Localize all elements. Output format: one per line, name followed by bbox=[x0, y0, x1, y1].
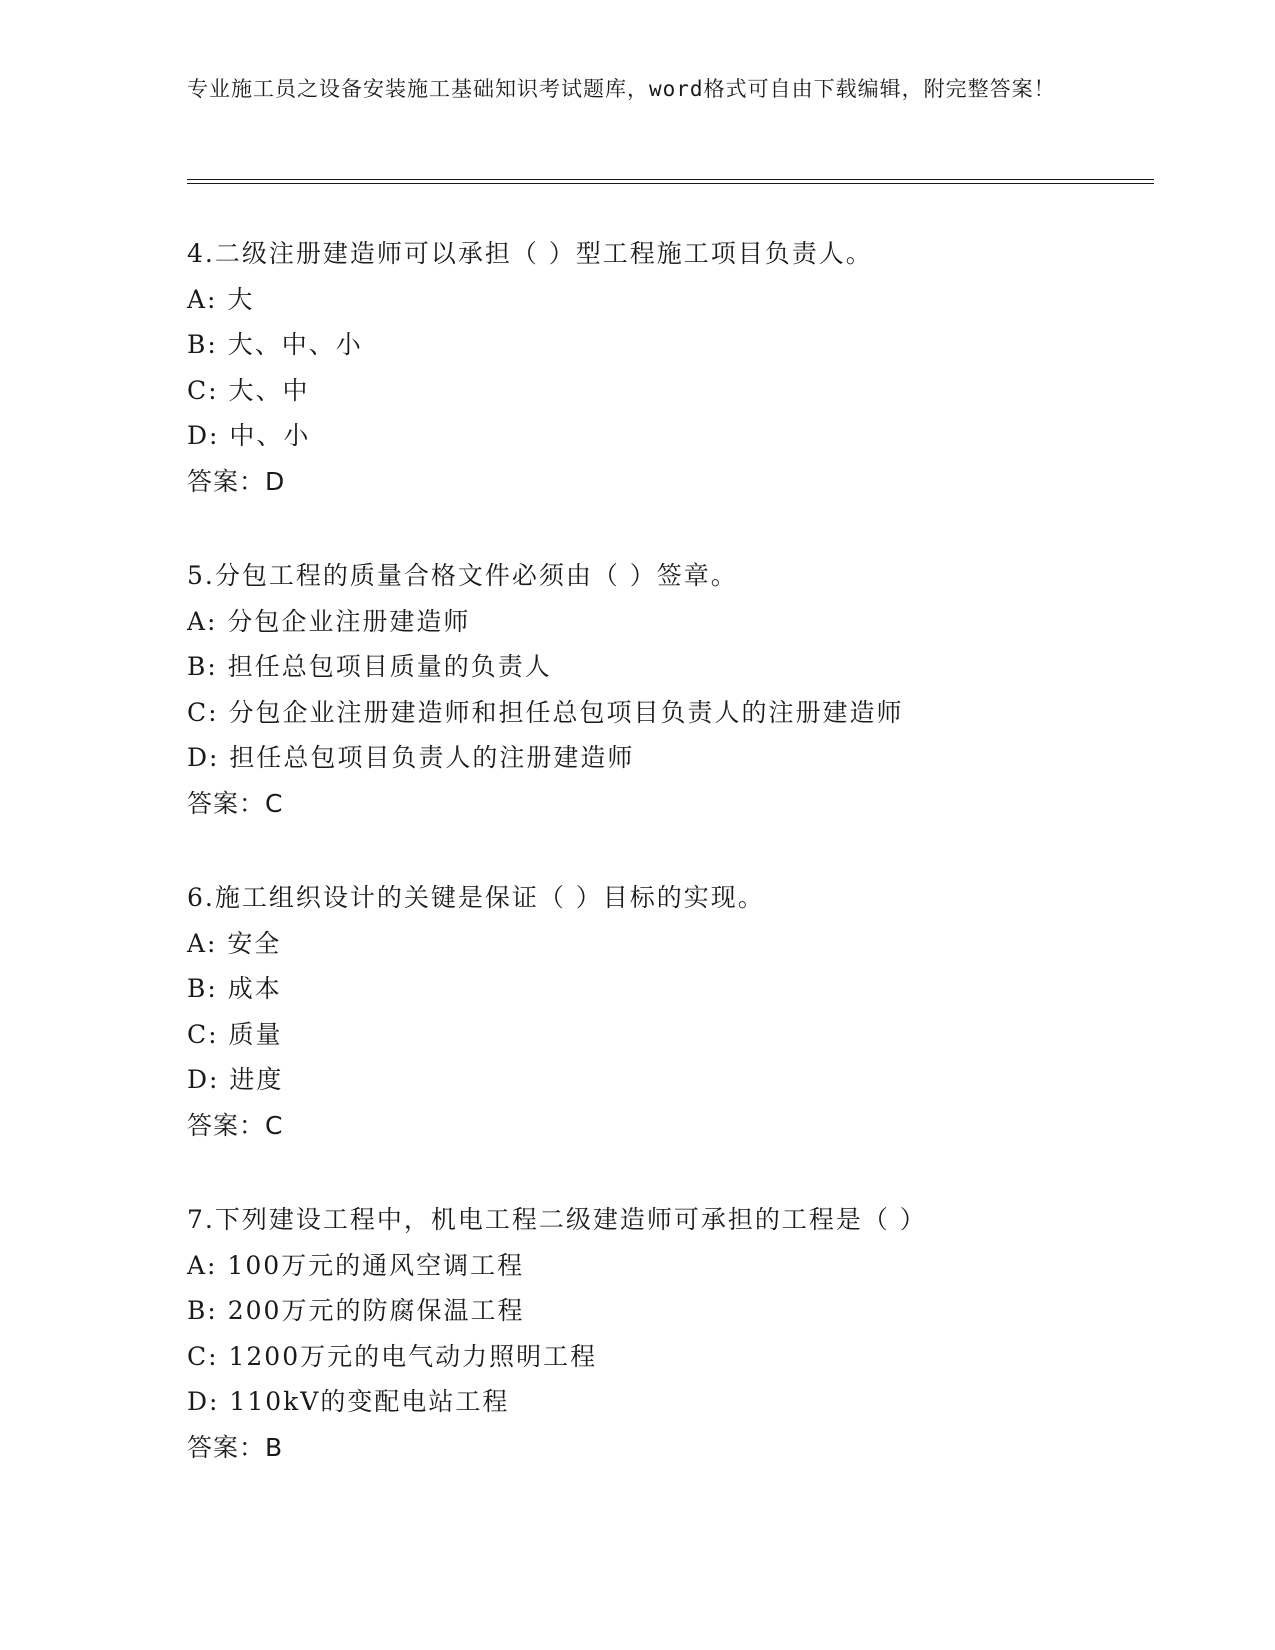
option-c: C: 大、中 bbox=[187, 375, 310, 405]
option-b: B: 成本 bbox=[187, 974, 282, 1003]
option-a: A: 100万元的通风空调工程 bbox=[187, 1250, 525, 1280]
option-d: D: 进度 bbox=[187, 1065, 284, 1094]
option-b: B: 大、中、小 bbox=[187, 330, 363, 359]
option-d: D: 中、小 bbox=[187, 421, 311, 450]
option-b: B: 担任总包项目质量的负责人 bbox=[187, 652, 552, 681]
question-5 bbox=[187, 553, 1187, 826]
answer: 答案：D bbox=[187, 466, 286, 496]
option-d: D: 担任总包项目负责人的注册建造师 bbox=[187, 743, 635, 772]
option-c: C: 分包企业注册建造师和担任总包项目负责人的注册建造师 bbox=[187, 697, 904, 727]
answer: 答案：B bbox=[187, 1432, 284, 1462]
question-stem: 4.二级注册建造师可以承担（ ）型工程施工项目负责人。 bbox=[187, 239, 873, 268]
document-header: 专业施工员之设备安装施工基础知识考试题库，word格式可自由下载编辑，附完整答案！ bbox=[187, 77, 1056, 101]
question-stem: 5.分包工程的质量合格文件必须由（ ）签章。 bbox=[187, 561, 738, 590]
option-c: C: 1200万元的电气动力照明工程 bbox=[187, 1341, 598, 1371]
option-c: C: 质量 bbox=[187, 1019, 283, 1049]
question-4 bbox=[187, 231, 1187, 504]
option-a: A: 大 bbox=[187, 284, 255, 314]
option-a: A: 分包企业注册建造师 bbox=[187, 606, 471, 636]
header-rule-bottom bbox=[187, 183, 1154, 184]
question-6 bbox=[187, 875, 1187, 1148]
header-rule-top bbox=[187, 179, 1154, 180]
question-stem: 6.施工组织设计的关键是保证（ ）目标的实现。 bbox=[187, 883, 765, 912]
option-d: D: 110kV的变配电站工程 bbox=[187, 1387, 510, 1416]
option-b: B: 200万元的防腐保温工程 bbox=[187, 1296, 525, 1325]
option-a: A: 安全 bbox=[187, 928, 282, 958]
question-stem: 7.下列建设工程中，机电工程二级建造师可承担的工程是（ ） bbox=[187, 1205, 927, 1234]
answer: 答案：C bbox=[187, 1110, 284, 1140]
question-7 bbox=[187, 1197, 1187, 1470]
answer: 答案：C bbox=[187, 788, 284, 818]
